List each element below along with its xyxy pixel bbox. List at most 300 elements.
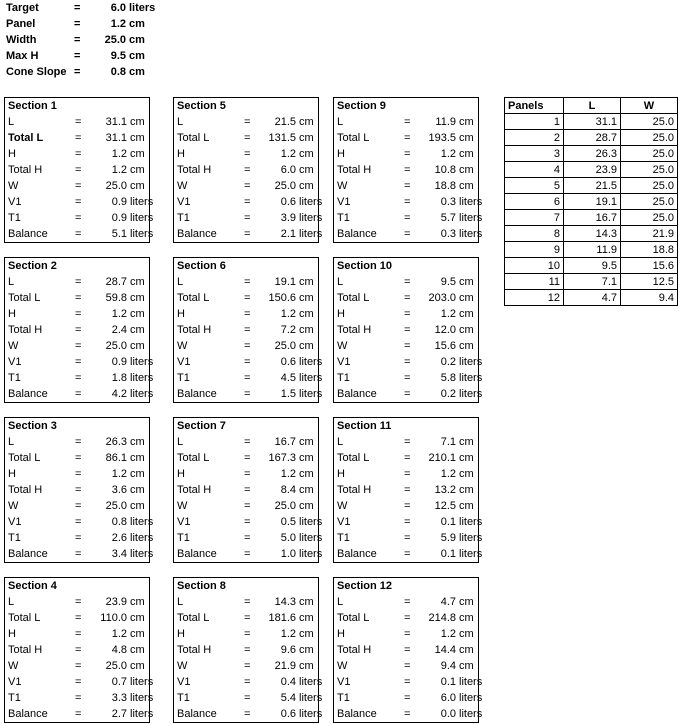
row-unit: cm [299,596,314,608]
section-row [5,308,149,324]
section-row [174,324,318,340]
row-unit: liters [299,548,323,560]
row-equals: = [75,452,82,464]
row-value: 0.9 [111,196,127,208]
section-title: Section 1 [8,100,57,112]
row-unit: cm [130,628,145,640]
panels-table-body [505,114,678,306]
panel-number-cell: 11 [505,274,564,290]
row-value: 7.2 [280,324,296,336]
row-equals: = [404,276,411,288]
row-unit: cm [459,452,474,464]
row-value: 0.2 [440,388,456,400]
panel-w-cell: 12.5 [621,274,678,290]
row-unit: cm [130,468,145,480]
row-equals: = [75,340,82,352]
section-row [334,676,483,692]
param-equals: = [74,18,81,30]
row-value: 5.7 [440,212,456,224]
row-unit: liters [130,388,154,400]
section-row [5,548,154,564]
row-unit: cm [130,324,145,336]
section-row [5,436,149,452]
section-row [174,596,318,612]
row-equals: = [244,116,251,128]
row-label: Balance [177,708,217,720]
row-equals: = [75,132,82,144]
row-equals: = [75,276,82,288]
row-label: Total H [337,644,372,656]
section-row [174,500,318,516]
section-row [334,308,478,324]
panel-w-cell: 25.0 [621,130,678,146]
row-unit: cm [299,628,314,640]
row-unit: cm [130,340,145,352]
row-value: 1.2 [280,148,296,160]
row-unit: liters [130,532,154,544]
row-unit: cm [459,148,474,160]
row-value: 1.2 [280,628,296,640]
row-equals: = [75,596,82,608]
section-box [4,257,154,403]
row-label: W [337,660,348,672]
row-equals: = [404,180,411,192]
panel-w-cell: 25.0 [621,146,678,162]
row-equals: = [404,532,411,544]
row-label: Total H [177,484,212,496]
row-unit: cm [299,612,314,624]
row-label: Balance [337,388,377,400]
row-label: Balance [8,388,48,400]
row-label: L [177,596,184,608]
row-unit: liters [299,356,323,368]
section-box [173,417,323,563]
row-value: 2.7 [111,708,127,720]
table-row [505,258,678,274]
section-row [5,500,149,516]
param-value: 1.2 [110,18,126,30]
row-value: 25.0 [105,340,127,352]
row-equals: = [244,212,251,224]
row-unit: liters [459,532,483,544]
row-value: 25.0 [274,340,296,352]
row-value: 4.7 [440,596,456,608]
row-equals: = [244,228,251,240]
row-label: Balance [8,708,48,720]
row-equals: = [244,340,251,352]
row-label: W [177,180,188,192]
section-box [173,97,323,243]
row-label: Total L [177,452,210,464]
section-row [334,116,478,132]
row-unit: liters [299,708,323,720]
row-value: 25.0 [105,500,127,512]
panels-header-panels: Panels [505,98,564,114]
row-equals: = [404,356,411,368]
row-label: L [8,276,15,288]
row-unit: liters [459,676,483,688]
row-label: L [337,276,344,288]
row-equals: = [244,356,251,368]
row-value: 1.2 [440,468,456,480]
table-row [505,226,678,242]
row-value: 181.6 [268,612,296,624]
panel-l-cell: 31.1 [564,114,621,130]
row-equals: = [404,212,411,224]
row-label: T1 [337,372,350,384]
row-label: Balance [8,548,48,560]
row-value: 8.4 [280,484,296,496]
row-label: Balance [177,388,217,400]
panel-w-cell: 18.8 [621,242,678,258]
row-unit: cm [130,180,145,192]
row-value: 1.5 [280,388,296,400]
panel-w-cell: 15.6 [621,258,678,274]
row-equals: = [75,228,82,240]
row-label: H [8,308,16,320]
row-label: Total H [177,164,212,176]
row-equals: = [75,292,82,304]
section-title: Section 4 [8,580,57,592]
row-label: T1 [337,212,350,224]
row-unit: cm [459,468,474,480]
row-value: 10.8 [434,164,456,176]
row-label: Total L [337,612,370,624]
section-title: Section 10 [337,260,393,272]
row-value: 3.4 [111,548,127,560]
panels-header-l: L [564,98,621,114]
row-unit: cm [130,116,145,128]
row-label: H [337,148,345,160]
param-unit: cm [129,50,145,62]
param-unit: cm [129,66,145,78]
row-equals: = [404,644,411,656]
section-row [334,516,483,532]
section-box [333,417,483,563]
section-row [174,628,318,644]
panel-w-cell: 25.0 [621,178,678,194]
param-equals: = [74,34,81,46]
row-unit: cm [299,500,314,512]
section-row [174,644,318,660]
param-label: Panel [6,18,36,30]
row-value: 0.1 [440,676,456,688]
row-label: V1 [337,676,351,688]
row-unit: liters [130,212,154,224]
row-value: 9.5 [440,276,456,288]
section-row [5,372,154,388]
row-equals: = [244,180,251,192]
row-value: 21.5 [274,116,296,128]
section-row [5,324,149,340]
table-row [505,178,678,194]
row-label: Balance [337,708,377,720]
section-row [174,708,323,724]
row-equals: = [244,708,251,720]
row-unit: cm [459,292,474,304]
section-row [334,660,478,676]
panel-number-cell: 4 [505,162,564,178]
row-label: T1 [337,692,350,704]
row-label: Total L [337,132,370,144]
row-equals: = [404,372,411,384]
panel-number-cell: 8 [505,226,564,242]
row-equals: = [75,388,82,400]
row-label: Balance [8,228,48,240]
section-row [174,388,323,404]
row-value: 5.4 [280,692,296,704]
row-equals: = [404,596,411,608]
section-row [5,388,154,404]
row-equals: = [404,468,411,480]
row-unit: cm [459,164,474,176]
row-equals: = [75,164,82,176]
section-row [5,132,149,148]
row-unit: cm [130,276,145,288]
row-label: Total L [177,612,210,624]
row-value: 1.2 [111,148,127,160]
row-value: 5.1 [111,228,127,240]
row-label: L [177,436,184,448]
row-equals: = [404,692,411,704]
row-unit: cm [130,612,145,624]
row-equals: = [404,516,411,528]
row-unit: liters [130,516,154,528]
row-label: Total H [337,164,372,176]
section-title: Section 3 [8,420,57,432]
row-value: 1.2 [280,308,296,320]
section-row [334,484,478,500]
row-value: 9.6 [280,644,296,656]
row-value: 21.9 [274,660,296,672]
panel-number-cell: 7 [505,210,564,226]
row-unit: liters [130,548,154,560]
section-row [5,452,149,468]
row-label: H [177,468,185,480]
row-unit: liters [299,388,323,400]
row-value: 3.3 [111,692,127,704]
section-row [174,468,318,484]
panel-l-cell: 7.1 [564,274,621,290]
row-equals: = [244,676,251,688]
row-equals: = [244,324,251,336]
row-label: Balance [337,228,377,240]
section-row [174,372,323,388]
row-value: 16.7 [274,436,296,448]
row-unit: cm [299,660,314,672]
row-unit: liters [130,676,154,688]
row-value: 150.6 [268,292,296,304]
row-unit: cm [299,468,314,480]
section-row [334,148,478,164]
row-equals: = [75,212,82,224]
row-equals: = [244,692,251,704]
row-value: 0.3 [440,228,456,240]
row-value: 15.6 [434,340,456,352]
row-unit: cm [459,500,474,512]
row-equals: = [244,388,251,400]
section-row [174,228,323,244]
row-value: 86.1 [105,452,127,464]
row-value: 26.3 [105,436,127,448]
section-row [5,468,149,484]
row-equals: = [404,228,411,240]
row-unit: liters [459,516,483,528]
row-equals: = [75,324,82,336]
row-unit: liters [299,212,323,224]
row-equals: = [75,548,82,560]
row-label: T1 [177,692,190,704]
row-unit: cm [299,308,314,320]
row-label: L [177,116,184,128]
row-unit: cm [459,276,474,288]
row-equals: = [244,196,251,208]
section-row [334,692,483,708]
row-unit: cm [459,436,474,448]
row-unit: liters [130,692,154,704]
row-label: H [8,628,16,640]
row-unit: cm [299,276,314,288]
row-value: 193.5 [428,132,456,144]
param-value: 9.5 [110,50,126,62]
row-equals: = [404,164,411,176]
row-equals: = [244,612,251,624]
row-equals: = [404,500,411,512]
row-label: T1 [8,532,21,544]
row-value: 18.8 [434,180,456,192]
panel-l-cell: 9.5 [564,258,621,274]
param-value: 6.0 [110,2,126,14]
row-label: Total H [177,324,212,336]
row-unit: cm [299,148,314,160]
section-box [333,257,483,403]
row-label: V1 [177,356,191,368]
row-label: T1 [177,212,190,224]
section-row [334,644,478,660]
row-value: 31.1 [105,116,127,128]
row-unit: cm [459,484,474,496]
row-label: W [177,340,188,352]
row-unit: liters [299,692,323,704]
section-row [5,276,149,292]
row-unit: cm [130,500,145,512]
row-value: 0.1 [440,516,456,528]
row-value: 214.8 [428,612,456,624]
table-row [505,290,678,306]
panel-w-cell: 25.0 [621,194,678,210]
panel-l-cell: 21.5 [564,178,621,194]
section-row [5,484,149,500]
section-row [334,532,483,548]
row-value: 0.4 [280,676,296,688]
row-value: 19.1 [274,276,296,288]
row-value: 1.2 [440,628,456,640]
param-label: Width [6,34,37,46]
section-row [174,676,323,692]
row-unit: liters [299,516,323,528]
panel-w-cell: 25.0 [621,114,678,130]
section-row [5,356,154,372]
panel-l-cell: 28.7 [564,130,621,146]
row-equals: = [75,708,82,720]
row-label: W [337,340,348,352]
section-row [5,164,149,180]
panel-l-cell: 4.7 [564,290,621,306]
row-value: 203.0 [428,292,456,304]
row-value: 25.0 [274,500,296,512]
row-label: W [8,340,19,352]
row-value: 4.5 [280,372,296,384]
section-row [334,548,483,564]
row-unit: cm [299,484,314,496]
section-row [174,180,318,196]
row-value: 3.6 [111,484,127,496]
param-equals: = [74,50,81,62]
row-equals: = [404,132,411,144]
table-row [505,194,678,210]
section-row [334,628,478,644]
panel-l-cell: 14.3 [564,226,621,242]
panel-number-cell: 9 [505,242,564,258]
section-row [334,708,483,724]
row-label: V1 [177,516,191,528]
section-row [5,212,154,228]
row-label: H [8,148,16,160]
row-unit: cm [299,132,314,144]
section-title: Section 2 [8,260,57,272]
row-label: Total L [177,132,210,144]
row-value: 31.1 [105,132,127,144]
row-value: 7.1 [440,436,456,448]
table-row [505,130,678,146]
section-row [174,532,323,548]
section-row [334,388,483,404]
section-row [5,708,154,724]
section-row [334,500,478,516]
row-label: T1 [8,692,21,704]
section-row [5,660,149,676]
panel-w-cell: 25.0 [621,162,678,178]
section-row [174,516,323,532]
row-value: 4.2 [111,388,127,400]
row-unit: liters [459,212,483,224]
row-unit: cm [130,660,145,672]
param-equals: = [74,2,81,14]
row-equals: = [244,372,251,384]
row-label: H [337,308,345,320]
row-unit: cm [299,340,314,352]
row-label: W [337,500,348,512]
section-row [174,196,323,212]
row-equals: = [404,196,411,208]
row-equals: = [244,548,251,560]
section-row [5,596,149,612]
row-unit: liters [130,228,154,240]
row-equals: = [75,356,82,368]
section-box [4,417,154,563]
row-equals: = [404,340,411,352]
row-value: 0.0 [440,708,456,720]
row-unit: cm [130,132,145,144]
row-unit: cm [299,436,314,448]
row-unit: liters [130,196,154,208]
row-label: H [177,308,185,320]
row-label: Total L [8,612,41,624]
row-label: V1 [8,516,22,528]
param-value: 25.0 [104,34,126,46]
row-unit: cm [130,148,145,160]
row-label: Total L [8,452,41,464]
